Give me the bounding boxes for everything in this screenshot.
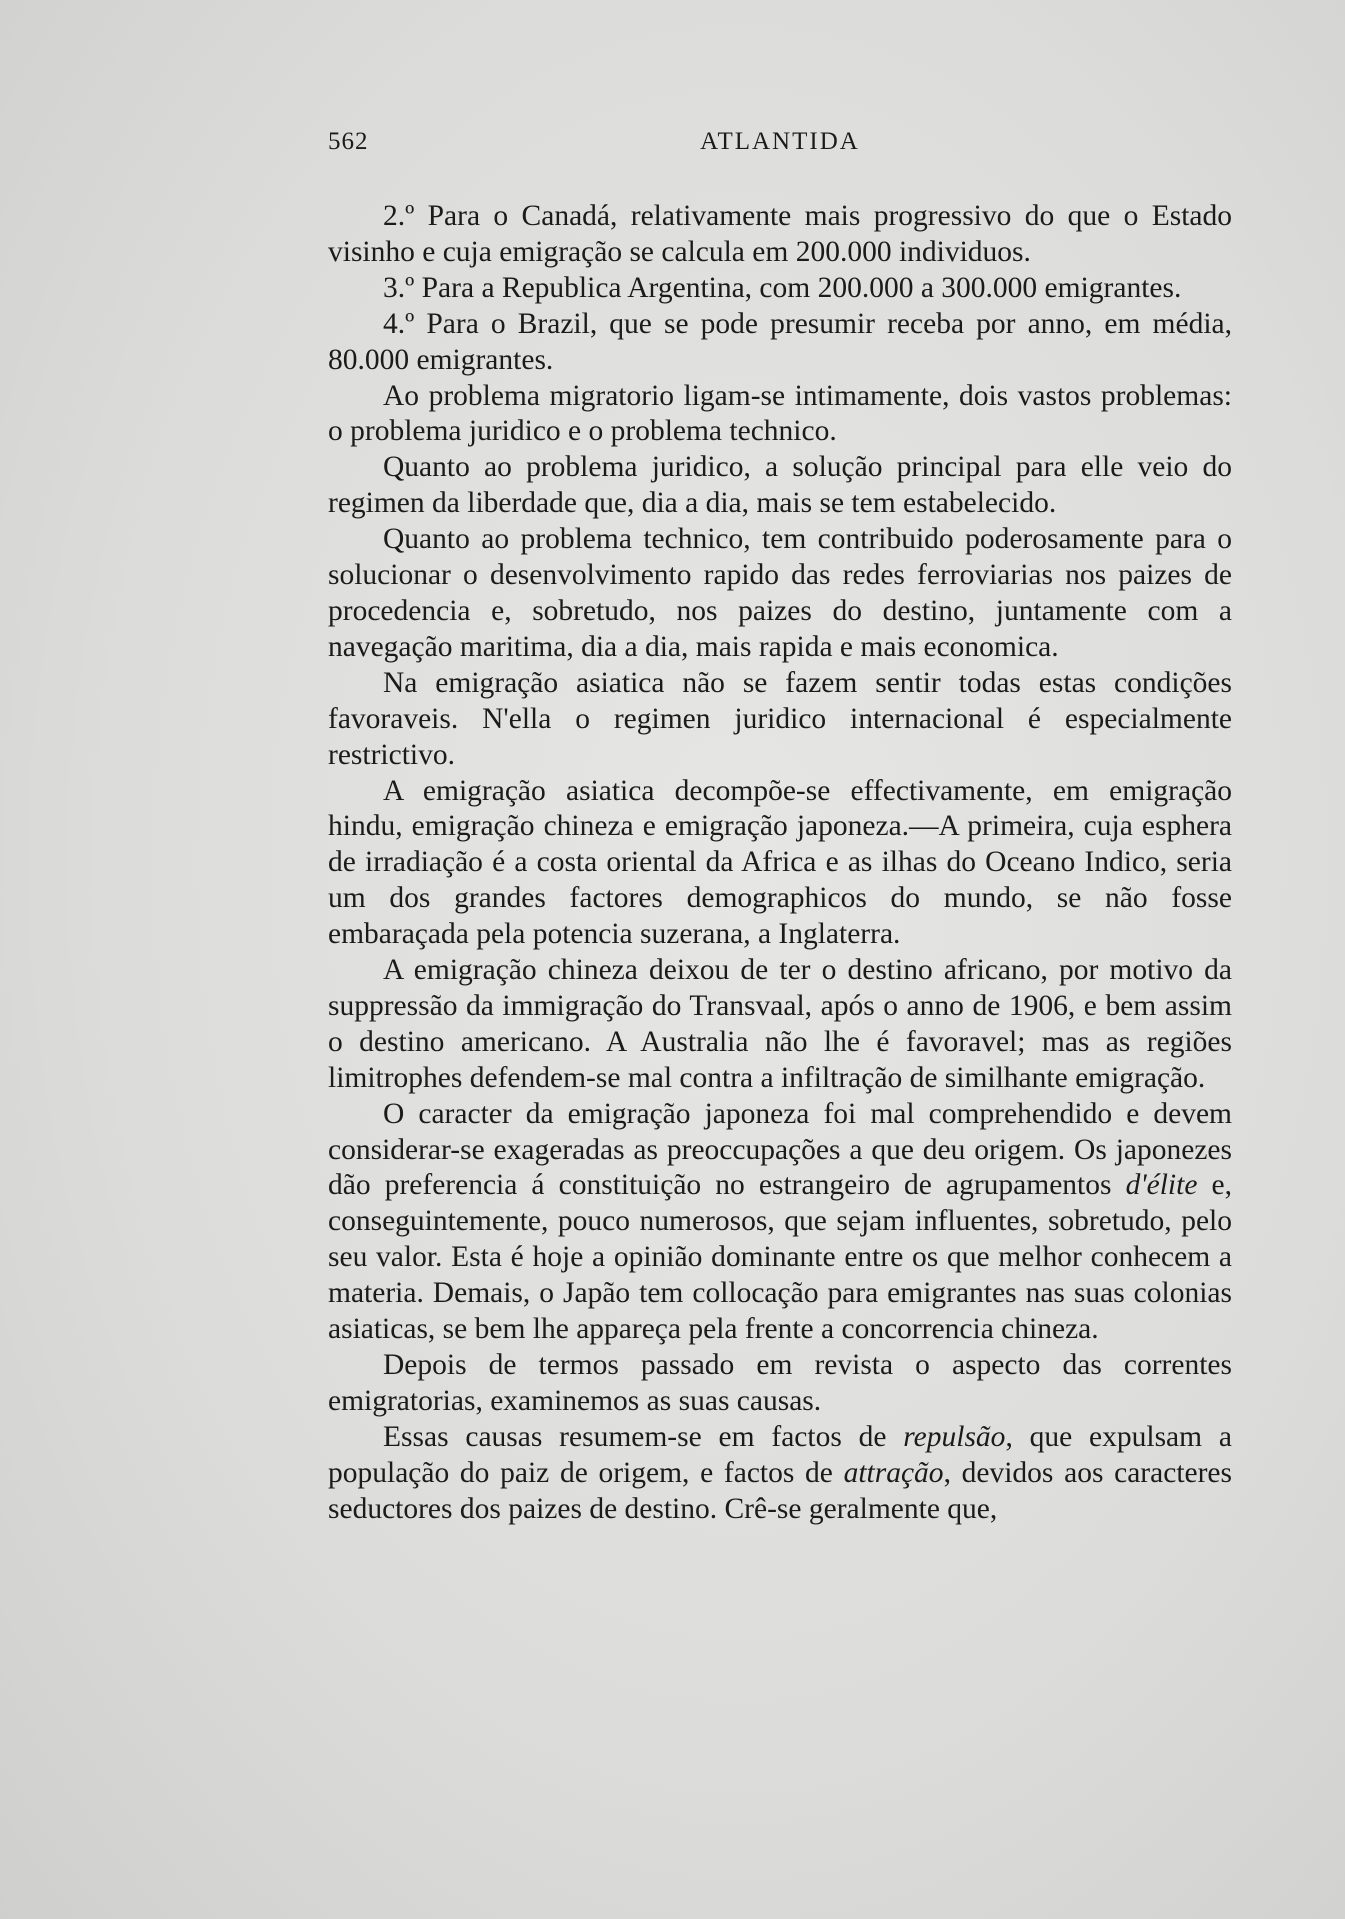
paragraph-causas-middle: , que expulsam a população do paiz de origem, e factos de bbox=[328, 1420, 1232, 1489]
paragraph-canada: 2.º Para o Canadá, relativamente mais progressivo do que o Estado visinho e cuja emigração se calcula em 200.000 individuos. bbox=[328, 200, 1232, 268]
paragraph-asiatica: Na emigração asiatica não se fazem sentir todas estas condições favoraveis. N'ella o regimen juridico internacional é especialmente restrictivo. bbox=[328, 666, 1232, 771]
paragraph-causas-start: Essas causas resumem-se em factos de bbox=[383, 1420, 887, 1453]
paragraph-argentina: 3.º Para a Republica Argentina, com 200.000 a 300.000 emigrantes. bbox=[383, 271, 1182, 304]
body-text bbox=[328, 199, 1232, 1528]
paragraph-japoneza-start: O caracter da emigração japoneza foi mal comprehendido e devem considerar-se exageradas as preoccupações a que deu origem. Os japonezes dão preferencia á constituição no estrangeiro de agrupamentos bbox=[328, 1097, 1232, 1202]
page-number: 562 bbox=[328, 128, 369, 155]
paragraph-causas-end: , devidos aos caracteres seductores dos paizes de destino. Crê-se geralmente que, bbox=[328, 1456, 1233, 1525]
paragraph-causas bbox=[328, 1420, 1232, 1528]
paragraph-chineza: A emigração chineza deixou de ter o destino africano, por motivo da suppressão da immigração do Transvaal, após o anno de 1906, e bem assim o destino americano. A Australia não lhe é favoravel; mas as regiões limitrophes defendem-se mal contra a infiltração de similhante emigração. bbox=[328, 954, 1232, 1094]
running-title: ATLANTIDA bbox=[700, 128, 860, 155]
paragraph-hindu: A emigração asiatica decompõe-se effectivamente, em emigração hindu, emigração chineza e emigração japoneza.—A primeira, cuja esphera de irradiação é a costa oriental da Africa e as ilhas do Oceano Indico, seria um dos grandes factores demographicos do mundo, se não fosse embaraçada pela potencia suzerana, a Inglaterra. bbox=[328, 774, 1232, 951]
paragraph-causas-intro: Depois de termos passado em revista o aspecto das correntes emigratorias, examinemos as suas causas. bbox=[328, 1349, 1232, 1417]
paragraph-juridico: Quanto ao problema juridico, a solução principal para elle veio do regimen da liberdade que, dia a dia, mais se tem estabelecido. bbox=[328, 451, 1232, 520]
paragraph-japoneza bbox=[328, 1097, 1232, 1348]
italic-delite: d'élite bbox=[1125, 1169, 1198, 1202]
paragraph-technico: Quanto ao problema technico, tem contribuido poderosamente para o solucionar o desenvolvimento rapido das redes ferroviarias nos paizes de procedencia e, sobretudo, nos paizes do destino, juntamente com a navegação maritima, dia a dia, mais rapida e mais economica. bbox=[328, 523, 1232, 663]
paragraph-japoneza-end: e, conseguintemente, pouco numerosos, que sejam influentes, sobretudo, pelo seu valor. Esta é hoje a opinião dominante entre os que melhor conhecem a materia. Demais, o Japão tem collocação para emigrantes nas suas colonias asiaticas, se bem lhe appareça pela frente a concorrencia chineza. bbox=[328, 1169, 1232, 1346]
italic-attracao: attração bbox=[843, 1456, 944, 1489]
italic-repulsao: repulsão bbox=[903, 1420, 1006, 1453]
paragraph-problems: Ao problema migratorio ligam-se intimamente, dois vastos problemas: o problema juridico e o problema technico. bbox=[328, 379, 1232, 448]
paragraph-brazil: 4.º Para o Brazil, que se pode presumir receba por anno, em média, 80.000 emigrantes. bbox=[328, 307, 1232, 376]
running-head bbox=[328, 128, 1232, 160]
